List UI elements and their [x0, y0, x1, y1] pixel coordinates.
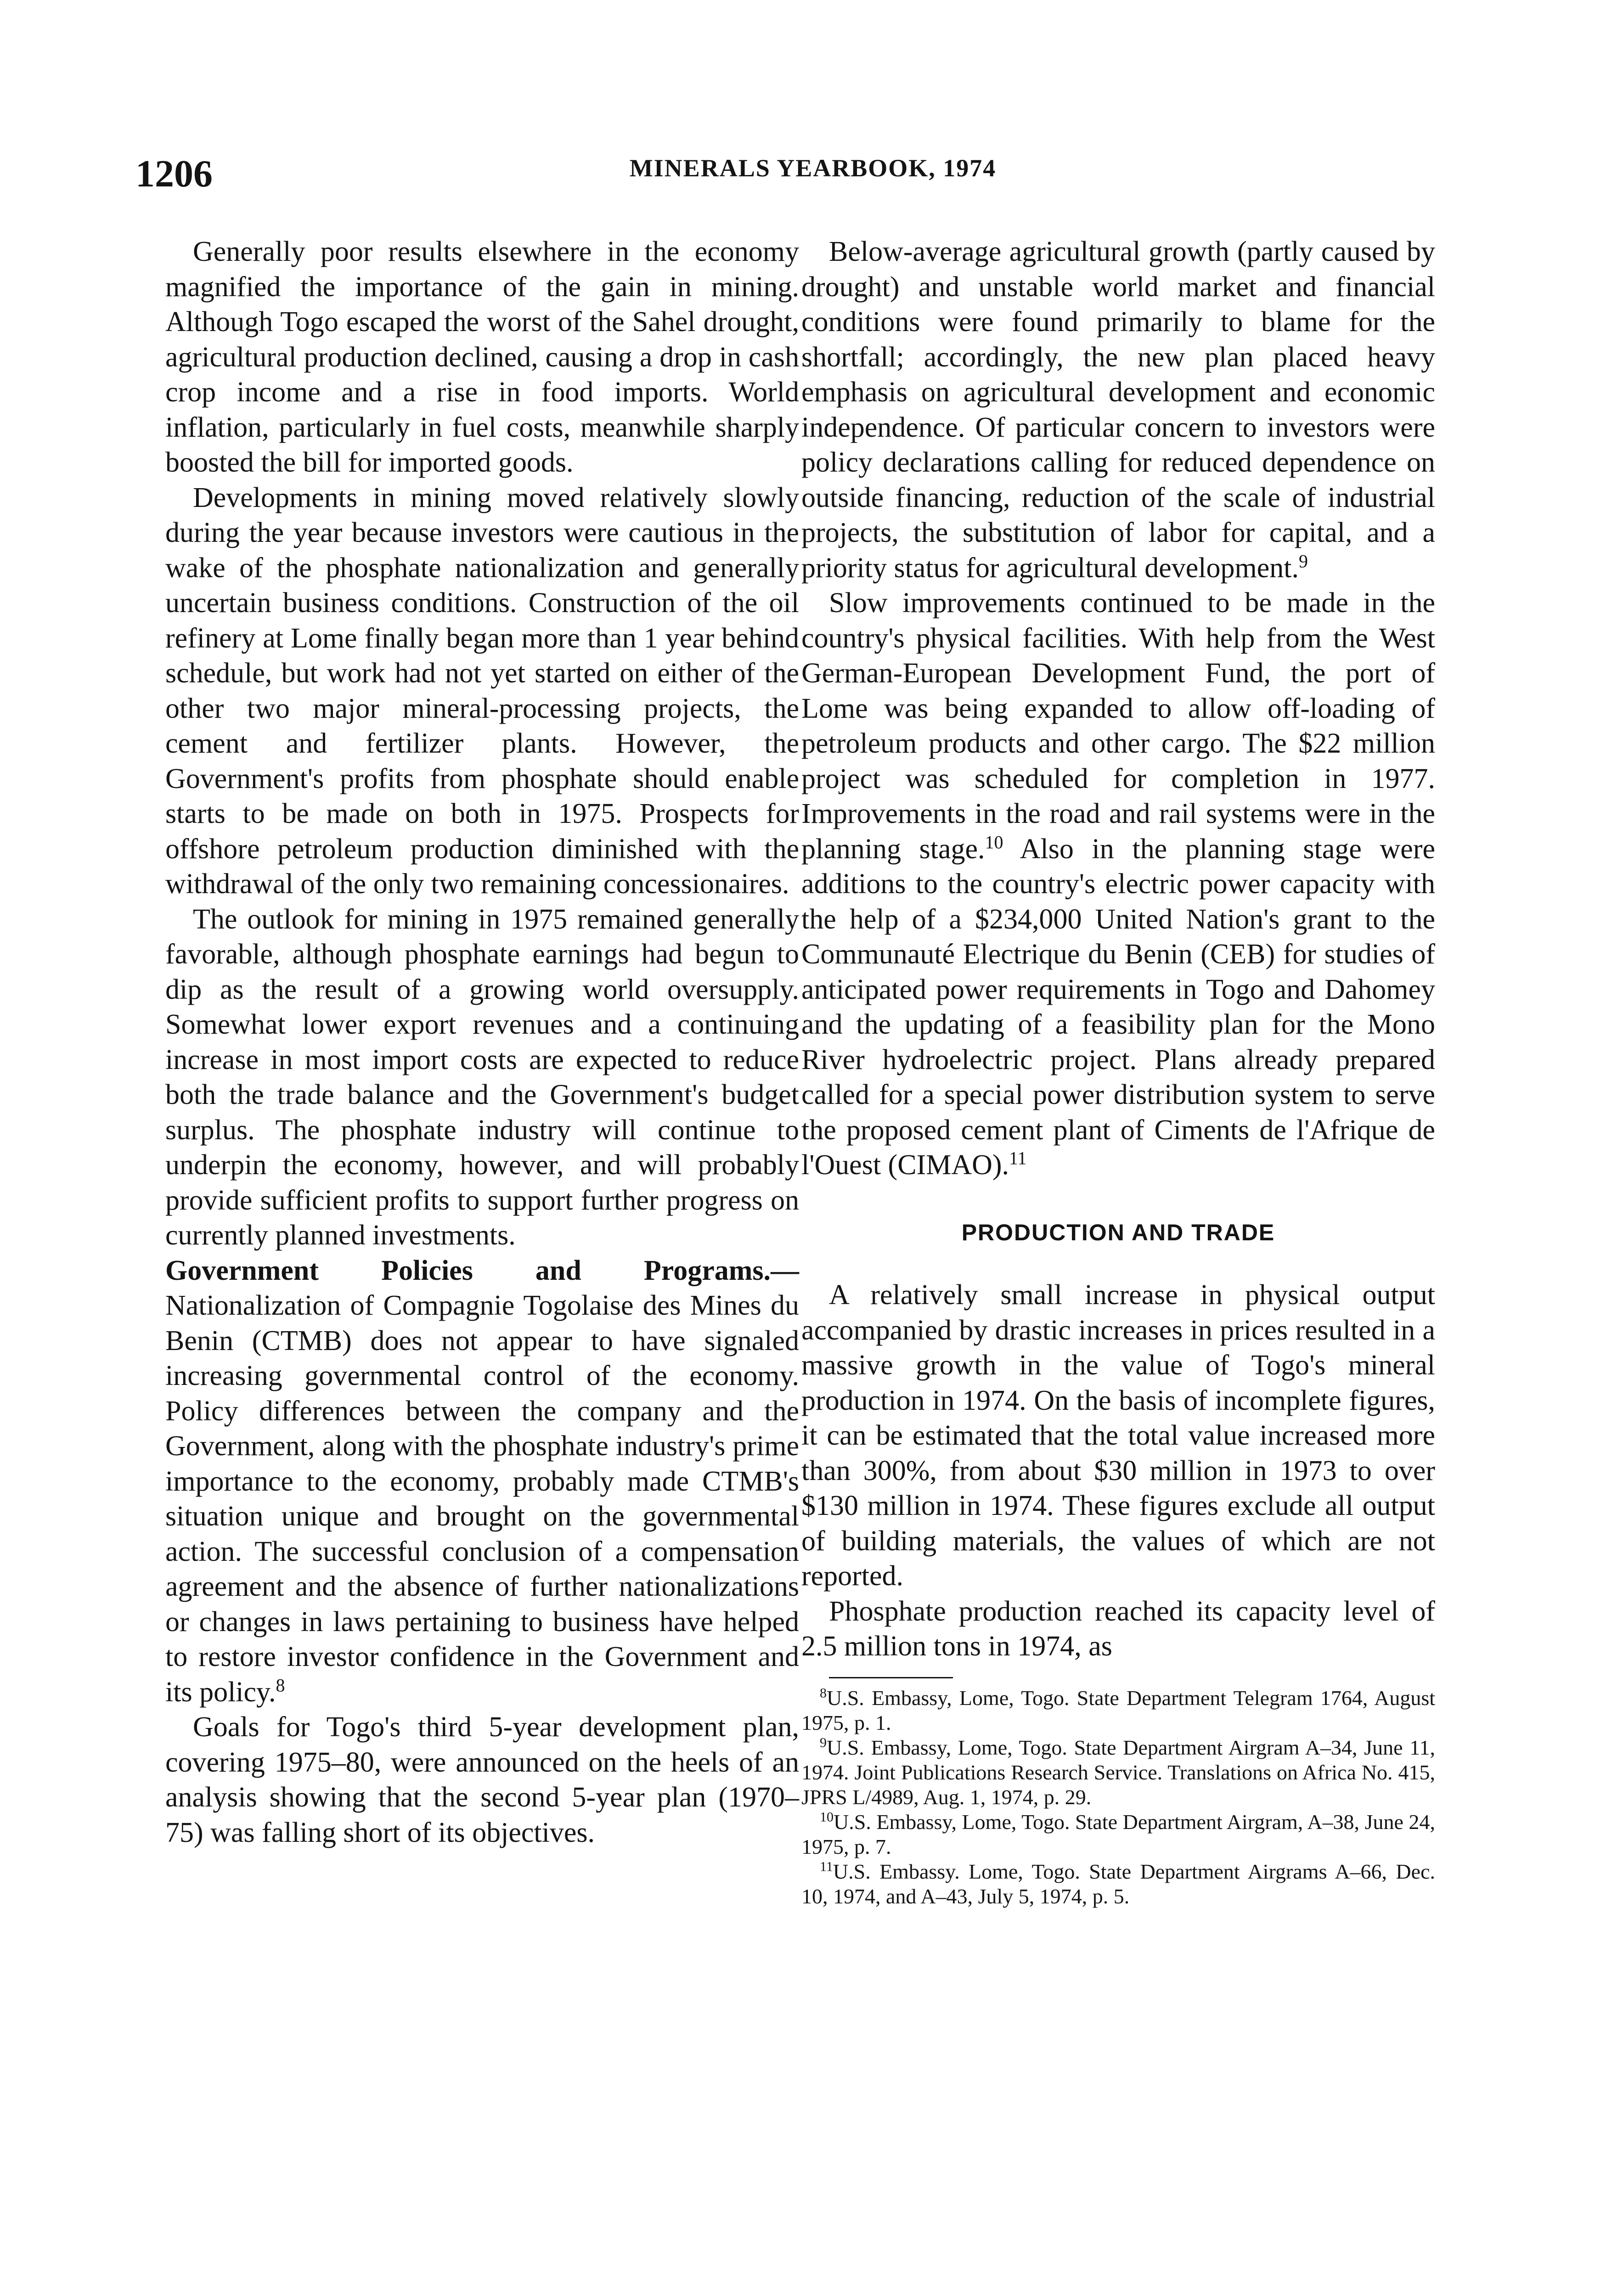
section-heading: PRODUCTION AND TRADE — [961, 1219, 1275, 1245]
right-column — [801, 234, 1435, 1909]
footnote-number: 8 — [820, 1685, 827, 1701]
paragraph: Generally poor results elsewhere in the economy magnified the importance of the gain in mining. Although Togo escaped the worst of the Sahel drought, agricultural production declined, causing a drop in cash crop income and a rise in food imports. World inflation, particularly in fuel costs, meanwhile sharply boosted the bill for imported goods. — [165, 236, 799, 478]
footnote-text: U.S. Embassy, Lome, Togo. State Department Telegram 1764, August 1975, p. 1. — [801, 1686, 1435, 1734]
footnote-ref: 9 — [1298, 550, 1308, 571]
footnote-number: 9 — [820, 1735, 827, 1750]
paragraph — [801, 234, 1435, 585]
paragraph: Phosphate production reached its capacity level of 2.5 million tons in 1974, as — [801, 1595, 1435, 1662]
paragraph-government-policies — [165, 1253, 799, 1710]
left-column — [165, 234, 799, 1850]
footnote-ref: 10 — [985, 831, 1003, 852]
paragraph: Goals for Togo's third 5-year development plan, covering 1975–80, were announced on the heels of an analysis showing that the second 5-year plan (1970–75) was falling short of its objectives. — [165, 1711, 799, 1848]
footnote-ref: 11 — [1009, 1148, 1027, 1169]
paragraph: The outlook for mining in 1975 remained generally favorable, although phosphate earnings had begun to dip as the result of a growing world oversupply. Somewhat lower export revenues and a continuing increase in most import costs are expected to reduce both the trade balance and the Government's budget surplus. The phosphate industry will continue to underpin the economy, however, and will probably provide sufficient profits to support further progress on currently planned investments. — [165, 903, 799, 1251]
footnotes — [801, 1686, 1435, 1909]
footnote-text: U.S. Embassy, Lome, Togo. State Department Airgram A–34, June 11, 1974. Joint Publications Research Service. Translations on Africa No. 415, JPRS L/4989, Aug. 1, 1974, p. 29. — [801, 1735, 1435, 1809]
paragraph-text: Below-average agricultural growth (partly caused by drought) and unstable world market and financial conditions were found primarily to blame for the shortfall; accordingly, the new plan placed heavy emphasis on agricultural development and economic independence. Of particular concern to investors were policy declarations calling for reduced dependence on outside financing, reduction of the scale of industrial projects, the substitution of labor for capital, and a priority status for agricultural development. — [801, 236, 1435, 584]
page-number: 1206 — [135, 152, 213, 195]
footnote-number: 11 — [820, 1859, 833, 1874]
paragraph — [801, 585, 1435, 1183]
footnote — [801, 1686, 1435, 1735]
paragraph-text: Slow improvements continued to be made in the country's physical facilities. With help from the West German-European Development Fund, the port of Lome was being expanded to allow off-loading of petroleum products and other cargo. The $22 million project was scheduled for completion in 1977. Improvements in the road and rail systems were in the planning stage. — [801, 587, 1435, 865]
footnote — [801, 1735, 1435, 1810]
footnote-number: 10 — [820, 1809, 834, 1825]
footnote-rule — [829, 1677, 953, 1678]
running-head: MINERALS YEARBOOK, 1974 — [629, 154, 997, 182]
paragraph-text: Nationalization of Compagnie Togolaise des Mines du Benin (CTMB) does not appear to have signaled increasing governmental control of the economy. Policy differences between the company and the Government, along with the phosphate industry's prime importance to the economy, probably made CTMB's situation unique and brought on the governmental action. The successful conclusion of a compensation agreement and the absence of further nationalizations or changes in laws pertaining to business have helped to restore investor confidence in the Government and its policy. — [165, 1290, 799, 1708]
run-in-heading: Government Policies and Programs.— — [165, 1255, 799, 1286]
footnote-ref: 8 — [276, 1674, 285, 1695]
paragraph: A relatively small increase in physical output accompanied by drastic increases in prices resulted in a massive growth in the value of Togo's mineral production in 1974. On the basis of incomplete figures, it can be estimated that the total value increased more than 300%, from about $30 million in 1973 to over $130 million in 1974. These figures exclude all output of building materials, the values of which are not reported. — [801, 1279, 1435, 1592]
footnote — [801, 1810, 1435, 1859]
footnote-text: U.S. Embassy. Lome, Togo. State Department Airgrams A–66, Dec. 10, 1974, and A–43, July 5, 1974, p. 5. — [801, 1859, 1435, 1908]
paragraph: Developments in mining moved relatively slowly during the year because investors were cautious in the wake of the phosphate nationalization and generally uncertain business conditions. Construction of the oil refinery at Lome finally began more than 1 year behind schedule, but work had not yet started on either of the other two major mineral-processing projects, the cement and fertilizer plants. However, the Government's profits from phosphate should enable starts to be made on both in 1975. Prospects for offshore petroleum production diminished with the withdrawal of the only two remaining concessionaires. — [165, 482, 799, 900]
footnote-text: U.S. Embassy, Lome, Togo. State Department Airgram, A–38, June 24, 1975, p. 7. — [801, 1810, 1435, 1858]
footnote — [801, 1859, 1435, 1909]
paragraph-text: Also in the planning stage were additions to the country's electric power capacity with the help of a $234,000 United Nation's grant to the Communauté Electrique du Benin (CEB) for studies of anticipated power requirements in Togo and Dahomey and the updating of a feasibility plan for the Mono River hydroelectric project. Plans already prepared called for a special power distribution system to serve the proposed cement plant of Ciments de l'Afrique de l'Ouest (CIMAO). — [801, 833, 1435, 1181]
